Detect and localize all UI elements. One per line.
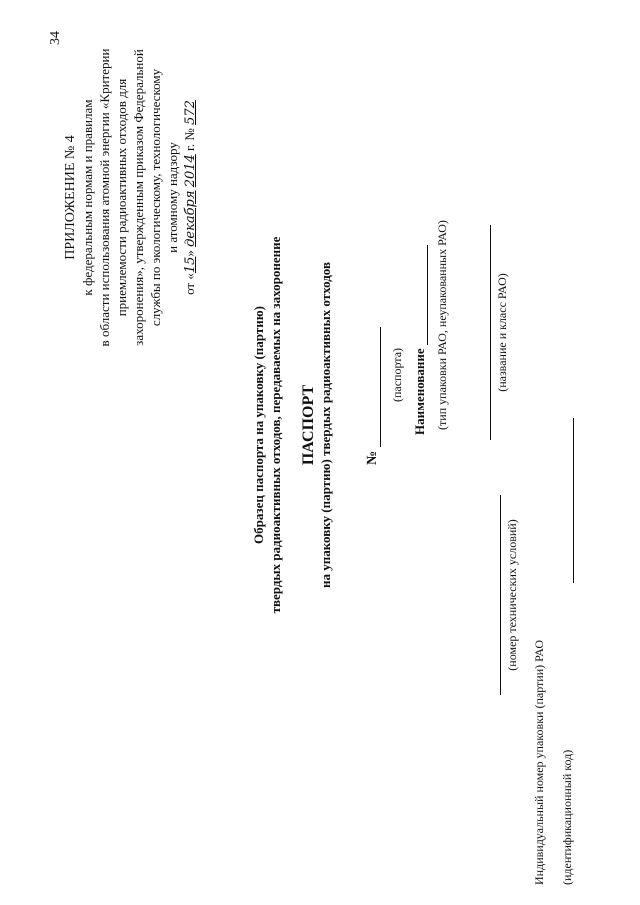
name-caption: (тип упаковки РАО, неупакованных РАО) [435, 220, 449, 430]
number-caption: (паспорта) [390, 347, 404, 403]
order-year: 2014 [183, 154, 198, 188]
rao-name-caption: (название и класс РАО) [495, 273, 509, 392]
individual-number-caption: (идентификационный код) [560, 749, 574, 885]
tech-conditions-caption: (номер технических условий) [505, 519, 519, 671]
individual-number-line [573, 418, 574, 583]
sample-title-line2: твердых радиоактивных отходов, передаваемых на захоронение [268, 236, 283, 614]
name-field [412, 215, 428, 435]
sample-title [250, 185, 284, 665]
appendix-title: ПРИЛОЖЕНИЕ № 4 [63, 135, 78, 260]
order-line [181, 0, 199, 395]
appendix-line: приемлемости радиоактивных отходов для [114, 78, 129, 317]
appendix-line: к федеральным нормам и правилам [80, 99, 95, 296]
appendix-line: и атомному надзору [165, 142, 180, 253]
passport-heading: ПАСПОРТ [300, 384, 317, 466]
name-label: Наименование [412, 348, 427, 435]
order-prefix: от « [182, 273, 197, 295]
passport-subtitle: на упаковку (партию) твердых радиоактивных отходов [318, 262, 333, 588]
sample-title-line1: Образец паспорта на упаковку (партию) [251, 306, 266, 544]
passport-number-field [365, 265, 381, 465]
appendix-line: захоронения», утвержденным приказом Федеральной [131, 49, 146, 346]
number-line [366, 327, 381, 447]
individual-number-label: Индивидуальный номер упаковки (партии) РАО [532, 640, 546, 885]
rao-name-line [490, 225, 491, 440]
order-suffix: г. № [182, 128, 197, 155]
tech-conditions-line [500, 495, 501, 695]
appendix-line: службы по экологическому, технологическому [148, 68, 163, 327]
order-month: декабря [183, 190, 198, 247]
appendix-block [62, 0, 199, 395]
page-number: 34 [48, 31, 63, 45]
passport-title [300, 215, 334, 635]
name-line [414, 245, 428, 345]
order-day: 15 [183, 256, 198, 274]
appendix-line: в области использования атомной энергии «Критерии [97, 48, 112, 347]
order-number: 572 [183, 100, 198, 125]
order-mid: » [182, 250, 197, 257]
number-label: № [365, 450, 380, 465]
